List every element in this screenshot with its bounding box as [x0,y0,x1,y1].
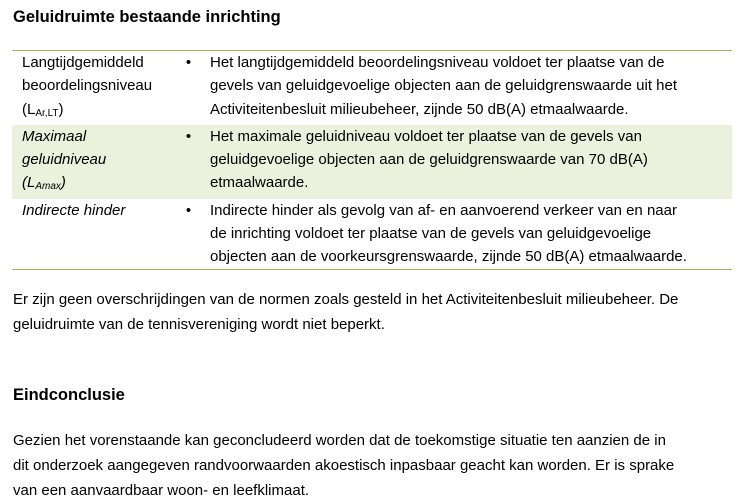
conclusion-paragraph [13,287,733,337]
term-symbol: $(L_{Amax})$ [22,174,66,193]
term-line: Maximaal [22,127,87,145]
row-description [210,199,720,269]
term-line: Langtijdgemiddeld [22,54,144,71]
table-row [12,125,732,199]
section-heading-geluidruimte: Geluidruimte bestaande inrichting [13,8,281,26]
term-line: geluidniveau [22,151,107,169]
desc-line: etmaalwaarde. [210,174,309,192]
row-term [12,199,167,269]
desc-line: Het langtijdgemiddeld beoordelingsniveau voldoet ter plaatse van de [210,54,665,71]
bullet-icon: • [185,201,192,219]
term-line: beoordelingsniveau [22,77,153,95]
desc-line: Het maximale geluidniveau voldoet ter plaatse van de gevels van [210,127,642,145]
criteria-table [12,50,732,270]
section-heading-eindconclusie: Eindconclusie [13,386,125,404]
desc-line: geluidgevoelige objecten aan de geluidgrenswaarde van 70 dB(A) [210,151,648,169]
paragraph-line: dit onderzoek aangegeven randvoorwaarden akoestisch inpasbaar geacht kan worden. Er is sprake [13,457,675,474]
bullet-icon: • [185,54,192,71]
table-row [12,51,732,125]
row-description [210,51,720,125]
paragraph-line: Gezien het vorenstaande kan geconcludeerd worden dat de toekomstige situatie ten aanzien de in [13,432,666,449]
term-line: Indirecte hinder [22,201,126,219]
desc-line: gevels van geluidgevoelige objecten aan de geluidgrenswaarde uit het [210,77,678,95]
desc-line: Activiteitenbesluit milieubeheer, zijnde 50 dB(A) etmaalwaarde. [210,100,629,118]
desc-line: de inrichting voldoet ter plaatse van de gevels van geluidgevoelige [210,225,652,243]
final-conclusion-paragraph [13,428,733,503]
table-row [12,199,732,269]
row-term [12,125,167,199]
desc-line: objecten aan de voorkeursgrenswaarde, zijnde 50 dB(A) etmaalwaarde. [210,248,687,266]
term-symbol: $(L_{Ar,LT})$ [22,100,64,119]
paragraph-line: Er zijn geen overschrijdingen van de normen zoals gesteld in het Activiteitenbesluit milieubeheer. De [13,291,679,308]
paragraph-line: geluidruimte van de tennisvereniging wordt niet beperkt. [13,316,385,333]
bullet-icon: • [185,127,192,145]
desc-line: Indirecte hinder als gevolg van af- en aanvoerend verkeer van en naar [210,201,677,219]
paragraph-line: van een aanvaardbaar woon- en leefklimaat. [13,482,310,499]
row-term [12,51,167,125]
row-description [210,125,720,199]
